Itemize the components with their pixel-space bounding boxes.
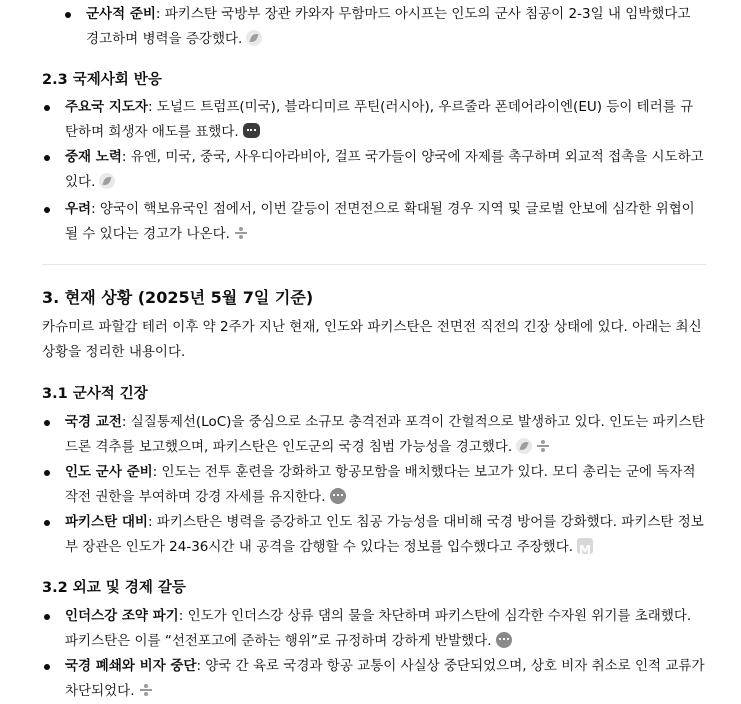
item-title: 우려 xyxy=(65,201,92,217)
plus-icon[interactable] xyxy=(536,438,550,454)
bullet xyxy=(44,105,50,111)
list-item xyxy=(65,410,705,460)
section-heading: 3.1 군사적 긴장 xyxy=(42,386,148,402)
bullet xyxy=(44,520,50,526)
leaf-icon[interactable] xyxy=(246,30,262,46)
item-title: 주요국 지도자 xyxy=(65,99,148,115)
m-logo-icon[interactable] xyxy=(577,538,593,554)
item-title: 군사적 준비 xyxy=(86,6,156,22)
list-item xyxy=(65,510,705,560)
item-text: : 실질통제선(LoC)을 중심으로 소규모 총격전과 포격이 간헐적으로 발생하고 있다. 인도는 파키스탄 드론 격추를 보고했으며, 파키스탄은 인도군의 국경 침범 가능성을 경고했다. xyxy=(65,414,705,455)
dark-badge-icon[interactable] xyxy=(243,123,260,138)
leaf-icon[interactable] xyxy=(99,173,115,189)
item-title: 인더스강 조약 파기 xyxy=(65,608,179,624)
item-text: : 파키스탄 국방부 장관 카와자 무함마드 아시프는 인도의 군사 침공이 2-3일 내 임박했다고 경고하며 병력을 증강했다. xyxy=(86,6,691,47)
bullet xyxy=(44,614,50,620)
item-title: 파키스탄 대비 xyxy=(65,514,148,530)
bullet xyxy=(65,12,71,18)
item-text: : 양국 간 육로 국경과 항공 교통이 사실상 중단되었으며, 상호 비자 취소로 인적 교류가 차단되었다. xyxy=(65,658,705,699)
bullet xyxy=(44,664,50,670)
item-title: 국경 폐쇄와 비자 중단 xyxy=(65,658,197,674)
list-item xyxy=(65,654,705,704)
grey-circle-icon[interactable] xyxy=(496,632,512,648)
item-text: : 도널드 트럼프(미국), 블라디미르 푸틴(러시아), 우르줄라 폰데어라이엔(EU) 등이 테러를 규탄하며 희생자 애도를 표했다. xyxy=(65,99,694,140)
grey-circle-icon[interactable] xyxy=(330,488,346,504)
list-item xyxy=(65,95,705,145)
leaf-icon[interactable] xyxy=(516,438,532,454)
item-text: : 양국이 핵보유국인 점에서, 이번 갈등이 전면전으로 확대될 경우 지역 및 글로벌 안보에 심각한 위협이 될 수 있다는 경고가 나온다. xyxy=(65,201,695,242)
item-text: : 인도는 전투 훈련을 강화하고 항공모함을 배치했다는 보고가 있다. 모디 총리는 군에 독자적 작전 권한을 부여하며 강경 자세를 유지한다. xyxy=(65,464,696,505)
paragraph: 카슈미르 파할감 테러 이후 약 2주가 지난 현재, 인도와 파키스탄은 전면전 직전의 긴장 상태에 있다. 아래는 최신 상황을 정리한 내용이다. xyxy=(42,319,702,360)
item-text: : 파키스탄은 병력을 증강하고 인도 침공 가능성을 대비해 국경 방어를 강화했다. 파키스탄 정보부 장관은 인도가 24-36시간 내 공격을 감행할 수 있다는 정보를 입수했다고 주장했다. xyxy=(65,514,704,555)
list-item xyxy=(86,2,705,52)
list-item xyxy=(65,145,705,195)
plus-icon[interactable] xyxy=(139,682,153,698)
bullet xyxy=(44,155,50,161)
list-item xyxy=(65,460,705,510)
divider xyxy=(42,264,706,265)
section-heading: 3. 현재 상황 (2025년 5월 7일 기준) xyxy=(42,288,314,307)
list-item xyxy=(65,604,705,654)
plus-icon[interactable] xyxy=(234,225,248,241)
bullet xyxy=(44,470,50,476)
item-title: 인도 군사 준비 xyxy=(65,464,153,480)
section-heading: 2.3 국제사회 반응 xyxy=(42,72,162,88)
bullet xyxy=(44,420,50,426)
list-item xyxy=(65,197,705,247)
section-heading: 3.2 외교 및 경제 갈등 xyxy=(42,580,186,596)
item-title: 중재 노력 xyxy=(65,149,122,165)
item-text: : 인도가 인더스강 상류 댐의 물을 차단하며 파키스탄에 심각한 수자원 위기를 초래했다. 파키스탄은 이를 “선전포고에 준하는 행위”로 규정하며 강하게 반발했다. xyxy=(65,608,692,649)
item-title: 국경 교전 xyxy=(65,414,122,430)
item-text: : 유엔, 미국, 중국, 사우디아라비아, 걸프 국가들이 양국에 자제를 촉구하며 외교적 접촉을 시도하고 있다. xyxy=(65,149,704,190)
bullet xyxy=(44,207,50,213)
